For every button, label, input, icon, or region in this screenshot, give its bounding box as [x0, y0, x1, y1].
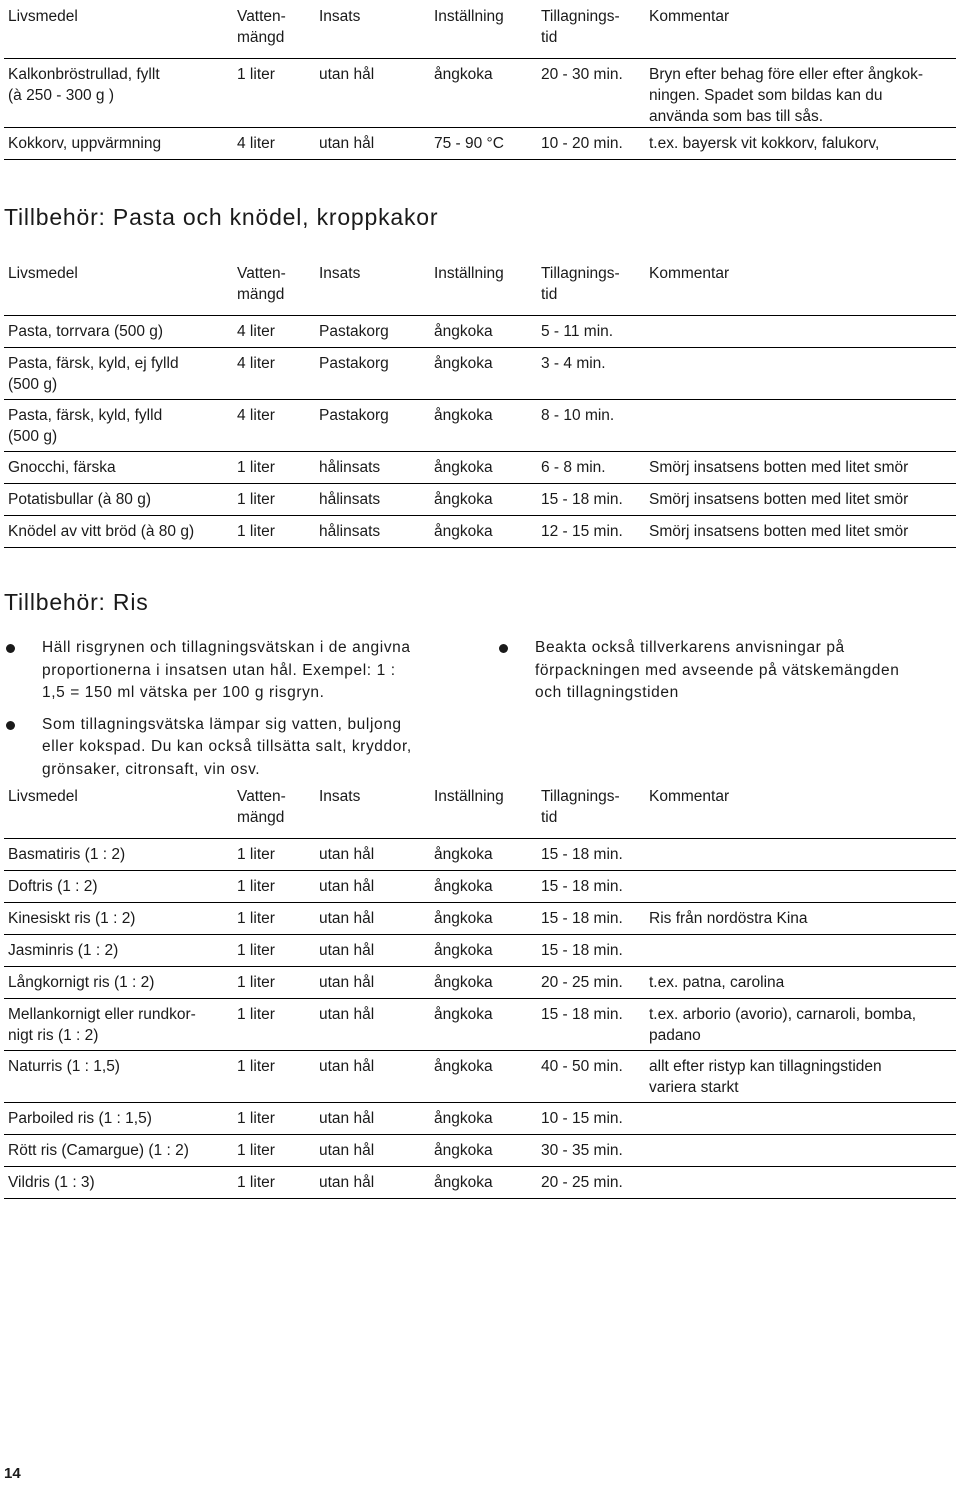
- cell-time: 12 - 15 min.: [537, 515, 645, 547]
- cell-comment: [645, 399, 956, 451]
- cell-time: 10 - 15 min.: [537, 1102, 645, 1134]
- cell-water: 1 liter: [233, 483, 315, 515]
- header-water: Vatten- mängd: [233, 780, 315, 838]
- cell-insert: utan hål: [315, 998, 430, 1050]
- cell-comment: [645, 934, 956, 966]
- cell-water: 1 liter: [233, 838, 315, 870]
- cell-comment: [645, 347, 956, 399]
- cell-setting: ångkoka: [430, 451, 537, 483]
- cell-water: 1 liter: [233, 1050, 315, 1102]
- header-comment: Kommentar: [645, 780, 956, 838]
- cell-setting: ångkoka: [430, 483, 537, 515]
- header-insert: Insats: [315, 0, 430, 58]
- cell-comment: [645, 1166, 956, 1198]
- cell-setting: ångkoka: [430, 1166, 537, 1198]
- table-row: [4, 902, 956, 934]
- cell-comment: allt efter ristyp kan tillagningstiden variera starkt: [645, 1050, 956, 1102]
- rice-instructions-left: [6, 637, 476, 790]
- cell-comment: t.ex. arborio (avorio), carnaroli, bomba, padano: [645, 998, 956, 1050]
- bullet-dot-icon: [6, 721, 15, 730]
- cell-comment: t.ex. bayersk vit kokkorv, falukorv,: [645, 127, 956, 159]
- cell-insert: hålinsats: [315, 515, 430, 547]
- cell-setting: ångkoka: [430, 902, 537, 934]
- header-water: Vatten- mängd: [233, 257, 315, 315]
- cell-water: 1 liter: [233, 966, 315, 998]
- cell-setting: ångkoka: [430, 347, 537, 399]
- table-row: [4, 483, 956, 515]
- cell-setting: ångkoka: [430, 1050, 537, 1102]
- table-row: [4, 451, 956, 483]
- cell-time: 15 - 18 min.: [537, 838, 645, 870]
- cell-water: 1 liter: [233, 1134, 315, 1166]
- header-time: Tillagnings- tid: [537, 0, 645, 58]
- cell-food: Potatisbullar (à 80 g): [4, 483, 233, 515]
- cell-comment: [645, 1102, 956, 1134]
- cell-water: 1 liter: [233, 58, 315, 127]
- cell-time: 15 - 18 min.: [537, 870, 645, 902]
- header-food: Livsmedel: [4, 257, 233, 315]
- bullet-item: Som tillagningsvätska lämpar sig vatten, buljong eller kokspad. Du kan också tillsätta salt, kryddor, grönsaker, citronsaft, vin osv.: [6, 714, 476, 782]
- cell-water: 1 liter: [233, 934, 315, 966]
- header-food: Livsmedel: [4, 780, 233, 838]
- bullet-item: Häll risgrynen och tillagningsvätskan i de angivna proportionerna i insatsen utan hål. Exempel: 1 : 1,5 = 150 ml vätska per 100 g risgryn.: [6, 637, 476, 705]
- table-row: [4, 127, 956, 159]
- cell-insert: Pastakorg: [315, 347, 430, 399]
- bullet-item: Beakta också tillverkarens anvisningar på förpackningen med avseende på vätskemängden och tillagningstiden: [499, 637, 959, 705]
- cell-comment: [645, 870, 956, 902]
- rice-instructions-right: [499, 637, 959, 714]
- cell-setting: ångkoka: [430, 1102, 537, 1134]
- header-setting: Inställning: [430, 780, 537, 838]
- cell-water: 4 liter: [233, 347, 315, 399]
- cell-food: Pasta, färsk, kyld, fylld (500 g): [4, 399, 233, 451]
- cell-insert: utan hål: [315, 934, 430, 966]
- cell-water: 1 liter: [233, 451, 315, 483]
- cell-setting: ångkoka: [430, 838, 537, 870]
- header-comment: Kommentar: [645, 0, 956, 58]
- cell-water: 4 liter: [233, 127, 315, 159]
- cell-setting: ångkoka: [430, 58, 537, 127]
- cell-setting: ångkoka: [430, 934, 537, 966]
- table-row: [4, 1134, 956, 1166]
- table-row: [4, 870, 956, 902]
- cell-water: 1 liter: [233, 870, 315, 902]
- cell-water: 1 liter: [233, 515, 315, 547]
- table-row: [4, 838, 956, 870]
- cell-water: 1 liter: [233, 1102, 315, 1134]
- cell-time: 3 - 4 min.: [537, 347, 645, 399]
- cell-food: Kalkonbröstrullad, fyllt (à 250 - 300 g ): [4, 58, 233, 127]
- cell-food: Kokkorv, uppvärmning: [4, 127, 233, 159]
- cell-food: Långkornigt ris (1 : 2): [4, 966, 233, 998]
- cell-insert: utan hål: [315, 902, 430, 934]
- header-time: Tillagnings- tid: [537, 257, 645, 315]
- cell-food: Rött ris (Camargue) (1 : 2): [4, 1134, 233, 1166]
- page-number: 14: [4, 1465, 21, 1482]
- table-row: [4, 347, 956, 399]
- cell-setting: ångkoka: [430, 1134, 537, 1166]
- cell-food: Parboiled ris (1 : 1,5): [4, 1102, 233, 1134]
- cell-water: 1 liter: [233, 902, 315, 934]
- header-setting: Inställning: [430, 257, 537, 315]
- cell-setting: 75 - 90 °C: [430, 127, 537, 159]
- cell-comment: [645, 315, 956, 347]
- cell-insert: utan hål: [315, 838, 430, 870]
- cell-time: 20 - 25 min.: [537, 1166, 645, 1198]
- cell-food: Mellankornigt eller rundkor- nigt ris (1 : 2): [4, 998, 233, 1050]
- section-title-rice: Tillbehör: Ris: [4, 589, 149, 615]
- table-header-row: [4, 0, 956, 58]
- header-insert: Insats: [315, 257, 430, 315]
- cell-food: Naturris (1 : 1,5): [4, 1050, 233, 1102]
- cell-time: 10 - 20 min.: [537, 127, 645, 159]
- cell-time: 30 - 35 min.: [537, 1134, 645, 1166]
- bullet-dot-icon: [499, 644, 508, 653]
- table-header-row: [4, 780, 956, 838]
- cell-food: Basmatiris (1 : 2): [4, 838, 233, 870]
- rice-table: [4, 780, 956, 1199]
- cell-time: 6 - 8 min.: [537, 451, 645, 483]
- header-insert: Insats: [315, 780, 430, 838]
- table-row: [4, 998, 956, 1050]
- cell-water: 1 liter: [233, 1166, 315, 1198]
- cell-water: 4 liter: [233, 399, 315, 451]
- cell-time: 15 - 18 min.: [537, 934, 645, 966]
- cell-comment: [645, 1134, 956, 1166]
- cell-food: Vildris (1 : 3): [4, 1166, 233, 1198]
- cell-food: Gnocchi, färska: [4, 451, 233, 483]
- header-water: Vatten- mängd: [233, 0, 315, 58]
- cell-insert: hålinsats: [315, 483, 430, 515]
- table-row: [4, 1102, 956, 1134]
- cell-time: 15 - 18 min.: [537, 483, 645, 515]
- cell-comment: Smörj insatsens botten med litet smör: [645, 483, 956, 515]
- cell-food: Pasta, torrvara (500 g): [4, 315, 233, 347]
- cell-insert: utan hål: [315, 127, 430, 159]
- cell-water: 4 liter: [233, 315, 315, 347]
- cell-comment: [645, 838, 956, 870]
- cell-insert: utan hål: [315, 966, 430, 998]
- cell-insert: utan hål: [315, 1166, 430, 1198]
- table-row: [4, 515, 956, 547]
- cell-comment: t.ex. patna, carolina: [645, 966, 956, 998]
- cell-setting: ångkoka: [430, 998, 537, 1050]
- header-setting: Inställning: [430, 0, 537, 58]
- bullet-dot-icon: [6, 644, 15, 653]
- cell-time: 5 - 11 min.: [537, 315, 645, 347]
- cell-insert: hålinsats: [315, 451, 430, 483]
- cell-insert: utan hål: [315, 58, 430, 127]
- cell-time: 8 - 10 min.: [537, 399, 645, 451]
- cell-comment: Bryn efter behag före eller efter ångkok- ningen. Spadet som bildas kan du använda som bas till sås.: [645, 58, 956, 127]
- cell-insert: utan hål: [315, 1102, 430, 1134]
- cell-setting: ångkoka: [430, 315, 537, 347]
- cell-water: 1 liter: [233, 998, 315, 1050]
- sausage-table: [4, 0, 956, 160]
- cell-comment: Smörj insatsens botten med litet smör: [645, 515, 956, 547]
- cell-setting: ångkoka: [430, 515, 537, 547]
- table-row: [4, 58, 956, 127]
- cell-food: Kinesiskt ris (1 : 2): [4, 902, 233, 934]
- cell-food: Jasminris (1 : 2): [4, 934, 233, 966]
- cell-food: Pasta, färsk, kyld, ej fylld (500 g): [4, 347, 233, 399]
- cell-food: Doftris (1 : 2): [4, 870, 233, 902]
- table-row: [4, 1050, 956, 1102]
- table-row: [4, 934, 956, 966]
- cell-insert: utan hål: [315, 870, 430, 902]
- cell-time: 15 - 18 min.: [537, 902, 645, 934]
- cell-insert: Pastakorg: [315, 315, 430, 347]
- pasta-table: [4, 257, 956, 548]
- table-row: [4, 1166, 956, 1198]
- cell-comment: Ris från nordöstra Kina: [645, 902, 956, 934]
- table-row: [4, 315, 956, 347]
- header-comment: Kommentar: [645, 257, 956, 315]
- cell-insert: utan hål: [315, 1134, 430, 1166]
- cell-comment: Smörj insatsens botten med litet smör: [645, 451, 956, 483]
- cell-time: 40 - 50 min.: [537, 1050, 645, 1102]
- cell-insert: utan hål: [315, 1050, 430, 1102]
- cell-setting: ångkoka: [430, 399, 537, 451]
- table-row: [4, 399, 956, 451]
- table-header-row: [4, 257, 956, 315]
- section-title-pasta: Tillbehör: Pasta och knödel, kroppkakor: [4, 204, 439, 230]
- cell-insert: Pastakorg: [315, 399, 430, 451]
- cell-food: Knödel av vitt bröd (à 80 g): [4, 515, 233, 547]
- cell-setting: ångkoka: [430, 870, 537, 902]
- header-time: Tillagnings- tid: [537, 780, 645, 838]
- cell-time: 20 - 25 min.: [537, 966, 645, 998]
- header-food: Livsmedel: [4, 0, 233, 58]
- cell-time: 20 - 30 min.: [537, 58, 645, 127]
- cell-time: 15 - 18 min.: [537, 998, 645, 1050]
- cell-setting: ångkoka: [430, 966, 537, 998]
- table-row: [4, 966, 956, 998]
